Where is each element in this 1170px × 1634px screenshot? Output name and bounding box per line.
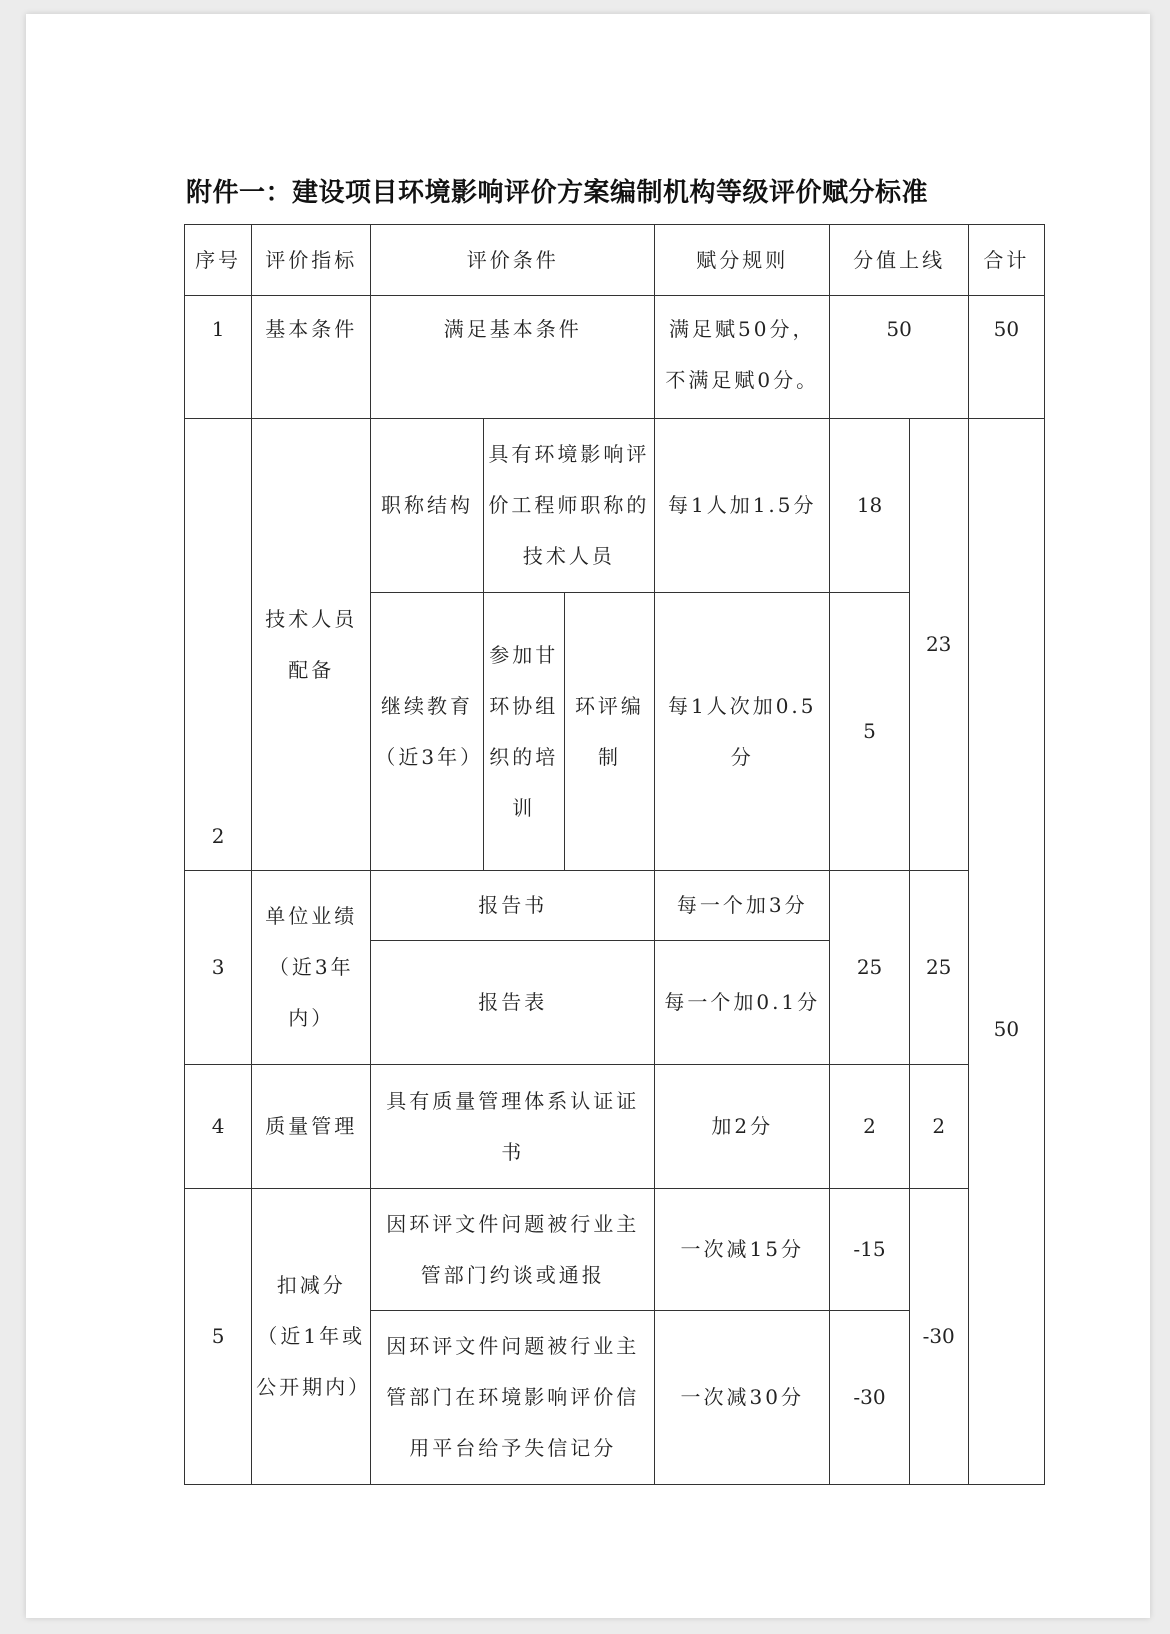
cap-cell: 25 xyxy=(830,871,909,1065)
total-cell: 50 xyxy=(968,296,1044,419)
total-cell: 50 xyxy=(968,871,1044,1189)
table-row xyxy=(185,1189,1045,1311)
cap-cell: 2 xyxy=(830,1065,909,1189)
rule-cell: 每一个加3分 xyxy=(655,871,830,941)
subindicator-cell: 继续教育（近3年） xyxy=(371,593,483,871)
condition-cell: 环评编制 xyxy=(564,593,654,871)
condition-cell: 因环评文件问题被行业主管部门在环境影响评价信用平台给予失信记分 xyxy=(371,1311,655,1485)
condition-cell: 具有环境影响评价工程师职称的技术人员 xyxy=(483,419,654,593)
subtotal-cell: 2 xyxy=(909,1065,968,1189)
header-cap: 分值上线 xyxy=(830,225,968,296)
rule-cell: 每一个加0.1分 xyxy=(655,941,830,1065)
condition-cell: 报告书 xyxy=(371,871,655,941)
cap-cell: 18 xyxy=(830,419,909,593)
seq-cell: 4 xyxy=(185,1065,252,1189)
seq-cell: 1 xyxy=(185,296,252,419)
rule-cell: 一次减15分 xyxy=(655,1189,830,1311)
indicator-cell: 基本条件 xyxy=(252,296,371,419)
header-total: 合计 xyxy=(968,225,1044,296)
header-condition: 评价条件 xyxy=(371,225,655,296)
subtotal-cell: 25 xyxy=(909,871,968,1065)
table-row xyxy=(185,419,1045,593)
cap-cell: -15 xyxy=(830,1189,909,1311)
scoring-table xyxy=(184,224,1045,1485)
rule-cell: 满足赋50分，不满足赋0分。 xyxy=(655,296,830,419)
table-header-row xyxy=(185,225,1045,296)
document-title: 附件一：建设项目环境影响评价方案编制机构等级评价赋分标准 xyxy=(186,178,929,208)
indicator-cell: 质量管理 xyxy=(252,1065,371,1189)
document-page xyxy=(26,14,1150,1618)
header-seq: 序号 xyxy=(185,225,252,296)
condition-cell: 报告表 xyxy=(371,941,655,1065)
condition-cell: 具有质量管理体系认证证书 xyxy=(371,1065,655,1189)
indicator-cell: 扣减分（近1年或公开期内） xyxy=(252,1189,371,1485)
seq-cell: 3 xyxy=(185,871,252,1065)
total-cell-upper xyxy=(968,419,1044,871)
seq-cell: 5 xyxy=(185,1189,252,1485)
indicator-cell: 技术人员配备 xyxy=(252,419,371,871)
cap-cell: 5 xyxy=(830,593,909,871)
rule-cell: 一次减30分 xyxy=(655,1311,830,1485)
indicator-cell: 单位业绩（近3年内） xyxy=(252,871,371,1065)
total-cell-lower xyxy=(968,1189,1044,1485)
header-indicator: 评价指标 xyxy=(252,225,371,296)
rule-cell: 加2分 xyxy=(655,1065,830,1189)
subtotal-cell: 23 xyxy=(909,419,968,871)
subtotal-cell: -30 xyxy=(909,1189,968,1485)
subindicator-cell: 职称结构 xyxy=(371,419,483,593)
header-rule: 赋分规则 xyxy=(655,225,830,296)
seq-cell: 2 xyxy=(185,419,252,871)
table-row xyxy=(185,871,1045,941)
rule-cell: 每1人次加0.5分 xyxy=(655,593,830,871)
condition-cell: 因环评文件问题被行业主管部门约谈或通报 xyxy=(371,1189,655,1311)
table-row xyxy=(185,296,1045,419)
rule-cell: 每1人加1.5分 xyxy=(655,419,830,593)
cap-cell: 50 xyxy=(830,296,968,419)
condition-cell: 参加甘环协组织的培训 xyxy=(483,593,564,871)
cap-cell: -30 xyxy=(830,1311,909,1485)
table-row xyxy=(185,1065,1045,1189)
condition-cell: 满足基本条件 xyxy=(371,296,655,419)
